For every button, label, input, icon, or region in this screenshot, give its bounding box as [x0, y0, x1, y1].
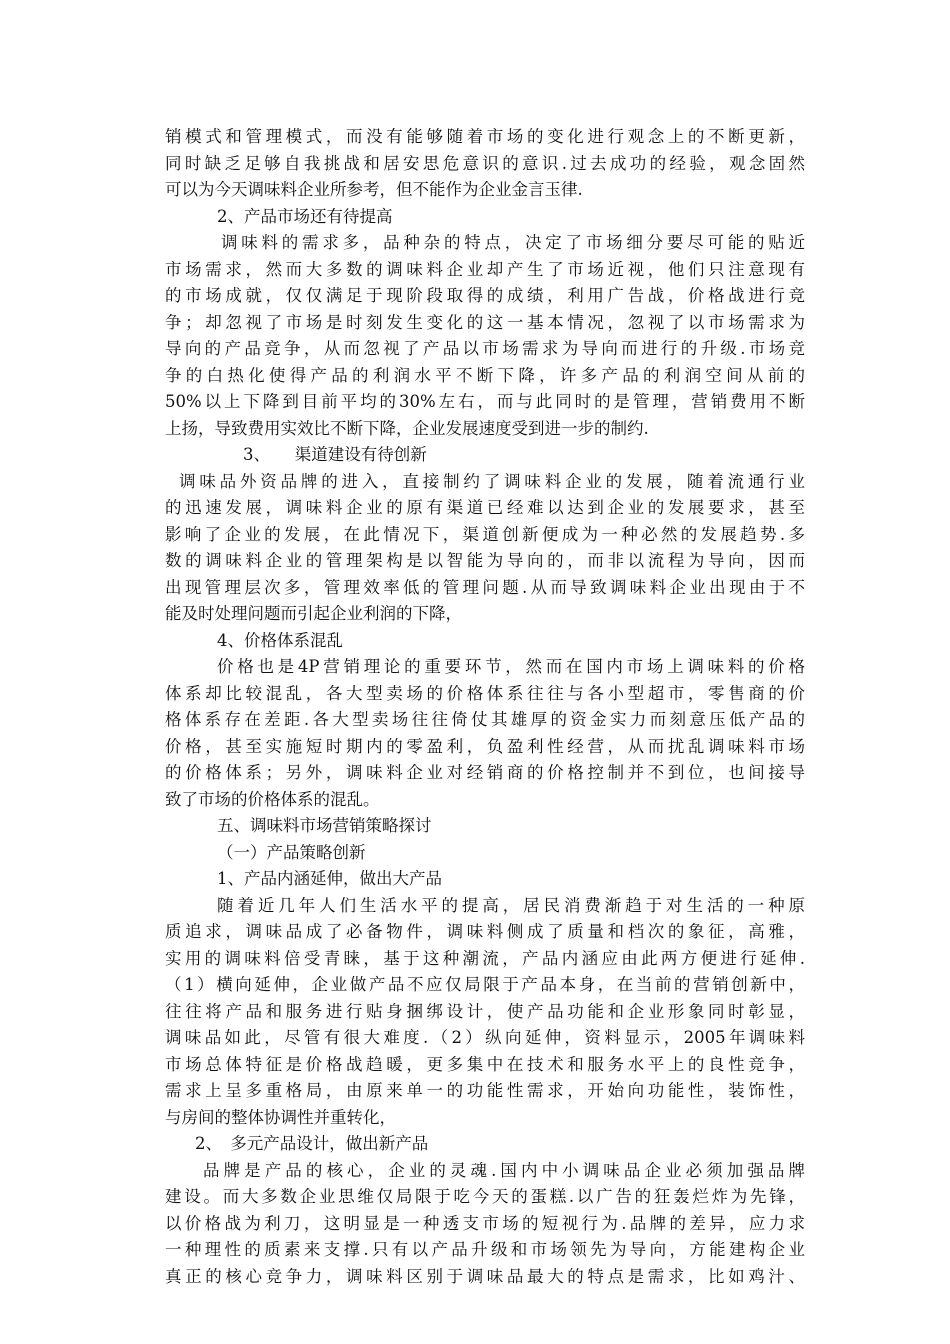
text-line: 建设。而大多数企业思维仅局限于吃今天的蛋糕.以广告的狂轰烂炸为先锋，	[165, 1187, 805, 1206]
text-line: 可以为今天调味料企业所参考，但不能作为企业金言玉律.	[165, 180, 583, 199]
text-line: 的价格体系；另外，调味料企业对经销商的价格控制并不到位，也间接导	[165, 763, 805, 782]
text-line: 市场总体特征是价格战趋暖，更多集中在技术和服务水平上的良性竞争，	[165, 1054, 805, 1074]
text-line: 以价格战为利刀，这明显是一种透支市场的短视行为.品牌的差异，应力求	[165, 1213, 805, 1233]
text-line: 能及时处理问题而引起企业利润的下降，	[165, 604, 462, 623]
text-line: 质追求，调味品成了必备物件，调味料侧成了质量和档次的象征，高雅，	[165, 922, 805, 941]
text-line: 调味品如此，尽管有很大难度.（2）纵向延伸，资料显示，2005年调味料	[165, 1028, 805, 1047]
text-line: 影响了企业的发展，在此情况下，渠道创新便成为一种必然的发展趋势.多	[165, 524, 805, 544]
text-line: 4、价格体系混乱	[217, 630, 343, 650]
text-line: 体系却比较混乱，各大型卖场的价格体系往往与各小型超市，零售商的价	[165, 683, 805, 703]
text-line: 数的调味料企业的管理架构是以智能为导向的，而非以流程为导向，因而	[165, 551, 805, 570]
text-line: 50%以上下降到目前平均的30%左右，而与此同时的是管理，营销费用不断	[165, 392, 805, 411]
text-line: （一）产品策略创新	[217, 842, 366, 862]
text-line: 3、 渠道建设有待创新	[243, 445, 427, 464]
text-line: 致了市场的价格体系的混乱。	[165, 789, 380, 809]
text-line: 上扬，导致费用实效比不断下降，企业发展速度受到进一步的制约.	[165, 418, 649, 438]
text-line: 调味料的需求多，品种杂的特点，决定了市场细分要尽可能的贴近	[221, 233, 805, 252]
text-line: 五、调味料市场营销策略探讨	[217, 816, 432, 835]
text-line: 1、产品内涵延伸，做出大产品	[217, 869, 442, 888]
text-line: 同时缺乏足够自我挑战和居安思危意识的意识.过去成功的经验，观念固然	[165, 153, 805, 173]
text-line: 格体系存在差距.各大型卖场往往倚仗其雄厚的资金实力而刻意压低产品的	[165, 710, 805, 729]
text-line: 争的白热化使得产品的利润水平不断下降，许多产品的利润空间从前的	[165, 365, 805, 385]
text-line: 调味品外资品牌的进入，直接制约了调味料企业的发展，随着流通行业	[179, 471, 805, 491]
text-line: 真正的核心竞争力，调味料区别于调味品最大的特点是需求，比如鸡汁、	[165, 1266, 805, 1286]
text-line: 市场需求，然而大多数的调味料企业却产生了市场近视，他们只注意现有	[165, 259, 805, 279]
text-line: 价格也是4P营销理论的重要环节，然而在国内市场上调味料的价格	[217, 657, 805, 676]
body-text	[165, 124, 805, 1290]
text-line: 品牌是产品的核心，企业的灵魂.国内中小调味品企业必须加强品牌	[203, 1160, 805, 1180]
text-line: 需求上呈多重格局，由原来单一的功能性需求，开始向功能性，装饰性，	[165, 1081, 805, 1100]
text-line: 往往将产品和服务进行贴身捆绑设计，使产品功能和企业形象同时彰显，	[165, 1001, 805, 1021]
text-line: 2、 多元产品设计，做出新产品	[195, 1134, 429, 1153]
text-line: 争；却忽视了市场是时刻发生变化的这一基本情况，忽视了以市场需求为	[165, 312, 805, 332]
text-line: 随着近几年人们生活水平的提高，居民消费渐趋于对生活的一种原	[217, 895, 805, 915]
text-line: 导向的产品竞争，从而忽视了产品以市场需求为导向而进行的升级.市场竞	[165, 339, 805, 358]
text-line: 的市场成就，仅仅满足于现阶段取得的成绩，利用广告战，价格战进行竞	[165, 286, 805, 305]
text-line: （1）横向延伸，企业做产品不应仅局限于产品本身，在当前的营销创新中，	[165, 975, 805, 994]
text-line: 出现管理层次多，管理效率低的管理问题.从而导致调味料企业出现由于不	[165, 577, 805, 597]
text-line: 与房间的整体协调性并重转化，	[165, 1107, 396, 1127]
text-line: 的迅速发展，调味料企业的原有渠道已经难以达到企业的发展要求，甚至	[165, 498, 805, 517]
text-line: 价格，甚至实施短时期内的零盈利，负盈利性经营，从而扰乱调味料市场	[165, 736, 805, 756]
text-line: 销模式和管理模式，而没有能够随着市场的变化进行观念上的不断更新，	[165, 127, 805, 146]
text-line: 实用的调味料倍受青睐，基于这种潮流，产品内涵应由此两方便进行延伸.	[165, 948, 805, 968]
text-line: 一种理性的质素来支撑.只有以产品升级和市场领先为导向，方能建构企业	[165, 1240, 805, 1259]
text-line: 2、产品市场还有待提高	[217, 206, 393, 226]
